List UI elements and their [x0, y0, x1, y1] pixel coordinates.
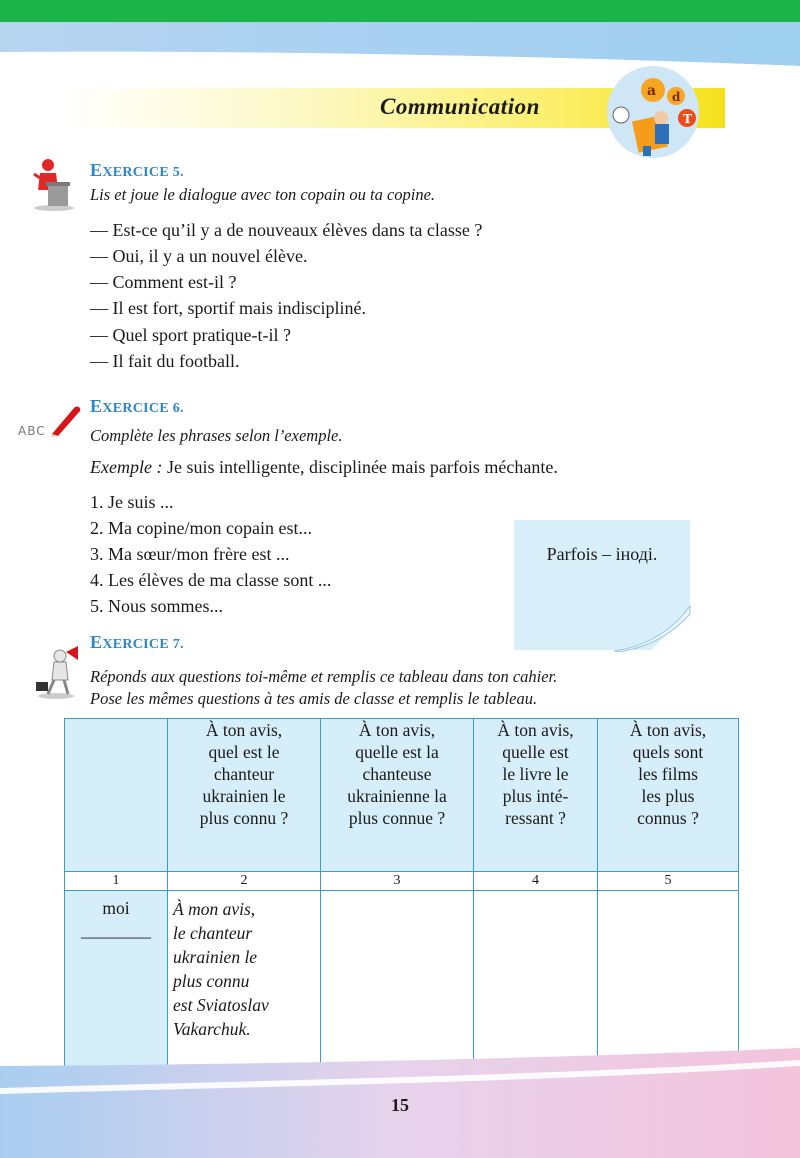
- answer-line: le chanteur: [173, 923, 253, 943]
- header-line: connus ?: [637, 808, 699, 828]
- dialogue-line: — Est-ce qu’il y a de nouveaux élèves dans ta classe ?: [90, 220, 483, 240]
- list-item: 1. Je suis ...: [90, 492, 174, 512]
- header-line: À ton avis,: [205, 720, 283, 740]
- dialogue-line: — Quel sport pratique-t-il ?: [90, 325, 291, 345]
- header-line: plus connue ?: [348, 808, 446, 828]
- example-label: Exemple :: [90, 457, 163, 477]
- column-number: 4: [474, 872, 598, 891]
- table-header-row: [65, 719, 739, 872]
- example-text: Je suis intelligente, disciplinée mais parfois méchante.: [162, 457, 558, 477]
- header-line: plus inté-: [502, 786, 569, 806]
- list-item: 3. Ma sœur/mon frère est ...: [90, 544, 290, 564]
- answer-line: est Sviatoslav: [173, 995, 269, 1015]
- list-item: 4. Les élèves de ma classe sont ...: [90, 570, 332, 590]
- exercise-7-heading: EXERCICE 7.: [90, 632, 184, 652]
- red-pencil-icon: [48, 402, 84, 438]
- exercise-5-heading: EXERCICE 5.: [90, 160, 184, 180]
- exercise-7-instruction-2: Pose les mêmes questions à tes amis de classe et remplis le tableau.: [90, 689, 538, 708]
- header-line: ukrainien le: [202, 786, 286, 806]
- example-line: [90, 457, 558, 478]
- header-cell: [598, 719, 739, 872]
- section-title: Communication: [380, 94, 540, 119]
- column-number: 3: [321, 872, 474, 891]
- list-item: 2. Ma copine/mon copain est...: [90, 518, 312, 538]
- table-number-row: [65, 872, 739, 891]
- header-cell: [321, 719, 474, 872]
- header-line: quel est le: [208, 742, 280, 762]
- header-line: les plus: [641, 786, 695, 806]
- header-cell-empty: [65, 719, 168, 872]
- header-line: ukrainienne la: [347, 786, 447, 806]
- header-line: le livre le: [502, 764, 569, 784]
- header-line: chanteuse: [362, 764, 432, 784]
- list-item: 5. Nous sommes...: [90, 596, 224, 616]
- svg-text:a: a: [647, 83, 657, 99]
- businessman-megaphone-icon: [30, 646, 82, 700]
- exercise-7-instruction-1: Réponds aux questions toi-même et remplis ce tableau dans ton cahier.: [90, 667, 558, 686]
- answer-line: Vakarchuk.: [173, 1019, 251, 1039]
- note-text: Parfois – іноді.: [546, 544, 658, 564]
- dialogue-line: — Comment est-il ?: [90, 272, 237, 292]
- answer-line: plus connu: [173, 971, 250, 991]
- column-number: 2: [168, 872, 321, 891]
- abc-text: ABC: [18, 424, 46, 438]
- header-line: quelle est: [502, 742, 569, 762]
- header-line: chanteur: [213, 764, 275, 784]
- dialogue-line: — Oui, il y a un nouvel élève.: [90, 246, 308, 266]
- header-line: À ton avis,: [629, 720, 707, 740]
- header-cell: [474, 719, 598, 872]
- header-cell: [168, 719, 321, 872]
- speaker-at-podium-icon: [26, 156, 80, 212]
- survey-table: [64, 718, 739, 1078]
- page-curl-icon: [600, 604, 692, 652]
- header-line: ressant ?: [505, 808, 566, 828]
- answer-line: ukrainien le: [173, 947, 258, 967]
- row-label: moi: [102, 898, 130, 918]
- header-line: plus connu ?: [199, 808, 289, 828]
- header-line: quels sont: [632, 742, 704, 762]
- column-number: 5: [598, 872, 739, 891]
- header-line: quelle est la: [355, 742, 439, 762]
- column-number: 1: [65, 872, 168, 891]
- header-line: À ton avis,: [358, 720, 436, 740]
- page-number: 15: [391, 1095, 409, 1115]
- exercise-6-heading: EXERCICE 6.: [90, 396, 184, 416]
- exercise-6-instruction: Complète les phrases selon l’exemple.: [90, 426, 343, 445]
- svg-text:d: d: [672, 90, 681, 104]
- dialogue-line: — Il fait du football.: [90, 351, 240, 371]
- answer-line: À mon avis,: [173, 899, 256, 919]
- svg-text:T: T: [683, 112, 692, 126]
- row-blank: ________: [81, 920, 151, 940]
- header-line: À ton avis,: [497, 720, 574, 740]
- exercise-5-instruction: Lis et joue le dialogue avec ton copain ou ta copine.: [90, 185, 436, 204]
- communication-badge-icon: [603, 60, 703, 160]
- header-line: les films: [638, 764, 698, 784]
- dialogue-line: — Il est fort, sportif mais indiscipliné.: [90, 298, 366, 318]
